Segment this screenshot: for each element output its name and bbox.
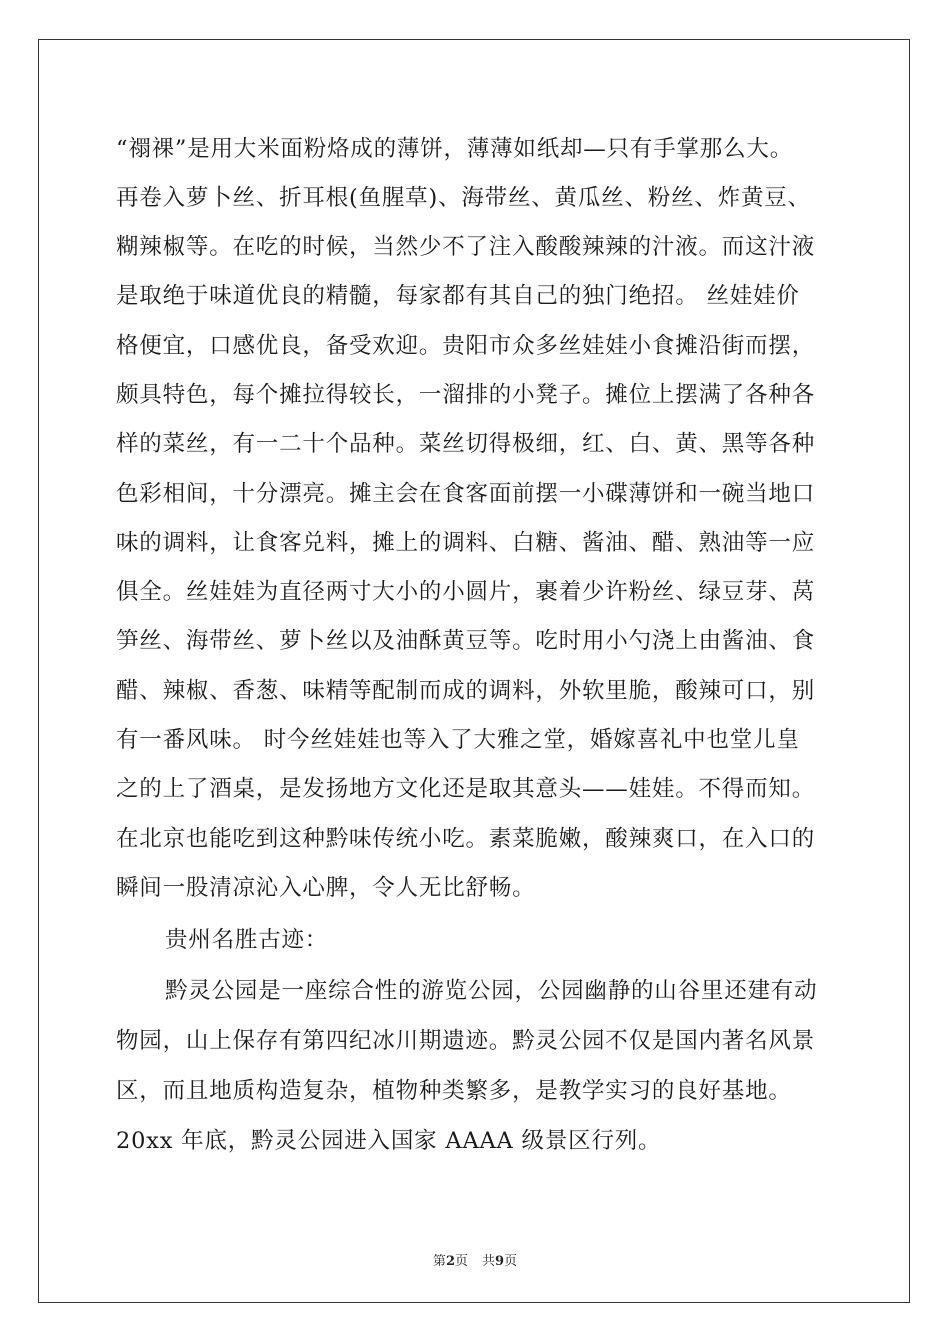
paragraph-line: 笋丝、海带丝、萝卜丝以及油酥黄豆等。吃时用小勺浇上由酱油、食 bbox=[116, 628, 816, 654]
paragraph-line: 颇具特色，每个摊拉得较长，一溜排的小凳子。摊位上摆满了各种各 bbox=[116, 382, 816, 408]
page-footer bbox=[0, 1250, 950, 1269]
paragraph-line: 物园，山上保存有第四纪冰川期遗迹。黔灵公园不仅是国内著名风景 bbox=[116, 1028, 816, 1054]
paragraph-line: 醋、辣椒、香葱、味精等配制而成的调料，外软里脆，酸辣可口，别 bbox=[116, 678, 816, 704]
paragraph-line: 黔灵公园是一座综合性的游览公园，公园幽静的山谷里还建有动 bbox=[165, 978, 818, 1004]
paragraph-line: 有一番风味。 时今丝娃娃也等入了大雅之堂，婚嫁喜礼中也堂儿皇 bbox=[116, 727, 800, 753]
total-label-prefix: 共 bbox=[482, 1254, 496, 1269]
page-number: 2 bbox=[445, 1254, 455, 1269]
paragraph-line: 样的菜丝，有一二十个品种。菜丝切得极细，红、白、黄、黑等各种 bbox=[116, 431, 816, 457]
paragraph-line: “禤祼”是用大米面粉烙成的薄饼，薄薄如纸却—只有手掌那么大。 bbox=[116, 136, 794, 162]
paragraph-line: 瞬间一股清凉沁入心脾，令人无比舒畅。 bbox=[116, 875, 536, 901]
paragraph-line: 糊辣椒等。在吃的时候，当然少不了注入酸酸辣辣的汁液。而这汁液 bbox=[116, 234, 816, 260]
total-label-suffix: 页 bbox=[504, 1254, 518, 1269]
total-pages: 9 bbox=[495, 1254, 505, 1269]
page-label-suffix: 页 bbox=[454, 1254, 468, 1269]
paragraph-line: 色彩相间，十分漂亮。摊主会在食客面前摆一小碟薄饼和一碗当地口 bbox=[116, 481, 816, 507]
paragraph-line: 味的调料，让食客兑料，摊上的调料、白糖、酱油、醋、熟油等一应 bbox=[116, 530, 816, 556]
paragraph-line: 再卷入萝卜丝、折耳根(鱼腥草)、海带丝、黄瓜丝、粉丝、炸黄豆、 bbox=[116, 185, 811, 211]
paragraph-line: 在北京也能吃到这种黔味传统小吃。素菜脆嫩，酸辣爽口，在入口的 bbox=[116, 826, 816, 852]
paragraph-line: 20xx 年底，黔灵公园进入国家 AAAA 级景区行列。 bbox=[116, 1128, 662, 1154]
paragraph-line: 区，而且地质构造复杂，植物种类繁多，是教学实习的良好基地。 bbox=[116, 1078, 792, 1104]
section-heading: 贵州名胜古迹： bbox=[165, 927, 329, 953]
paragraph-line: 俱全。丝娃娃为直径两寸大小的小圆片，裹着少许粉丝、绿豆芽、莴 bbox=[116, 579, 816, 605]
paragraph-line: 是取绝于味道优良的精髓，每家都有其自己的独门绝招。 丝娃娃价 bbox=[116, 283, 800, 309]
paragraph-line: 格便宜，口感优良，备受欢迎。贵阳市众多丝娃娃小食摊沿街而摆， bbox=[116, 333, 816, 359]
paragraph-line: 之的上了酒桌，是发扬地方文化还是取其意头——娃娃。不得而知。 bbox=[116, 776, 816, 802]
page-label-prefix: 第 bbox=[432, 1254, 446, 1269]
page-border bbox=[38, 39, 910, 1303]
